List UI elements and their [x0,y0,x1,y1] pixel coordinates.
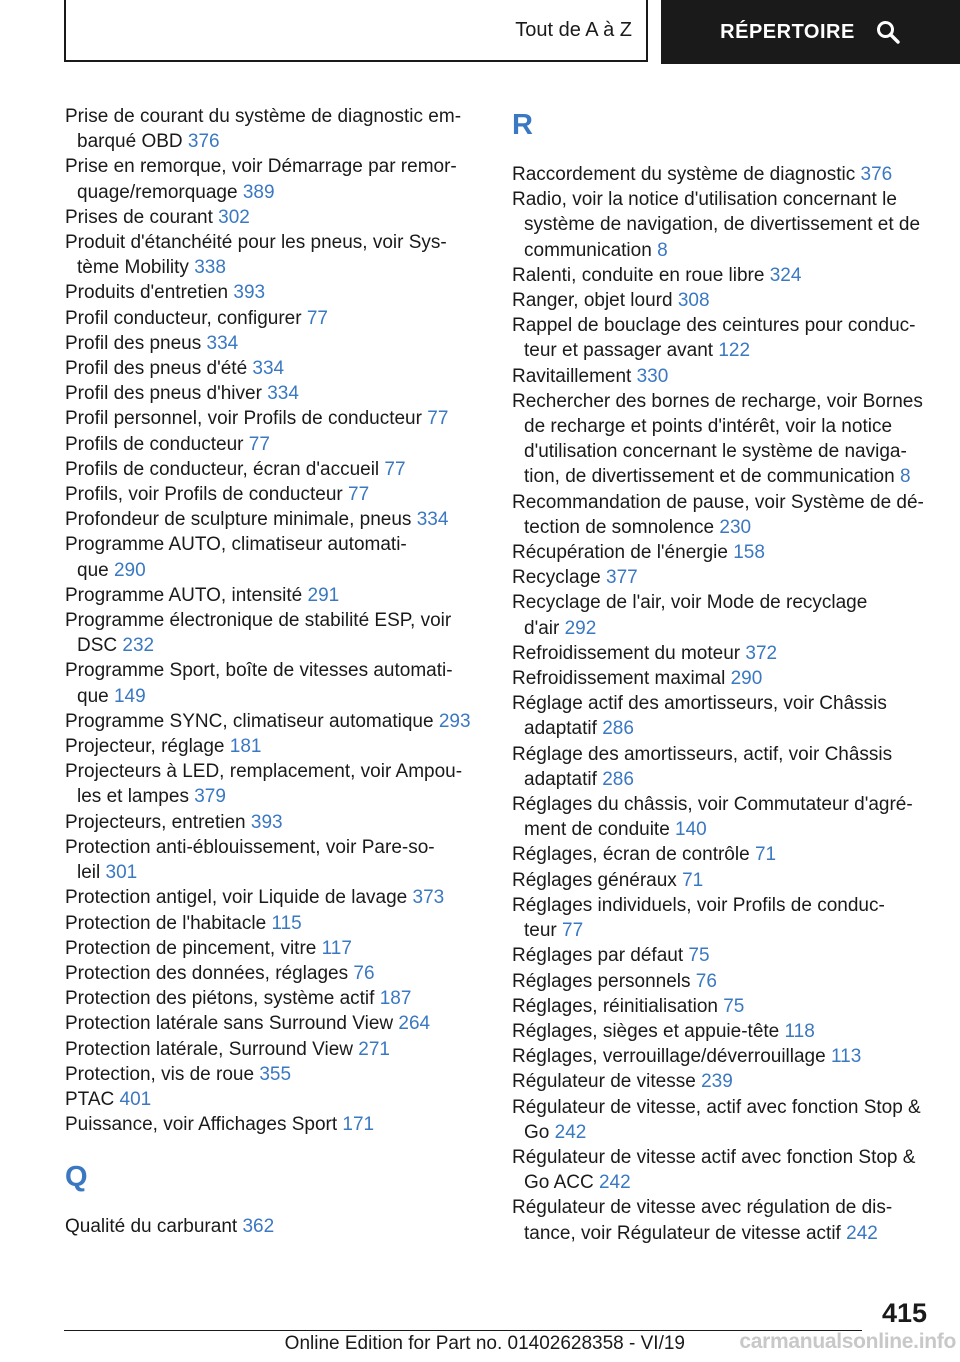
index-entry-text: Ralenti, conduite en roue libre [512,264,765,286]
tab-tout-de-a-a-z-label: Tout de A à Z [515,18,632,41]
index-entry-text: leil [77,862,101,884]
page-link[interactable]: 379 [194,786,226,808]
index-entry-text: Programme électronique de stabilité ESP, voir [65,610,452,632]
index-entry [512,742,932,792]
index-entry-text: Réglages du châssis, voir Commutateur d'agré- [512,794,913,816]
page-link[interactable]: 301 [105,862,138,884]
page-link[interactable]: 181 [229,736,262,758]
index-entry [65,759,475,809]
index-entry [512,792,932,842]
index-entry [65,936,475,961]
page-link[interactable]: 377 [606,567,638,589]
index-entry-text: quage/remorquage [77,181,238,203]
page-link[interactable]: 8 [657,239,668,261]
index-entry-text: Protection latérale sans Surround View [65,1013,394,1035]
index-entry [512,943,932,968]
index-entry-text: Recyclage de l'air, voir Mode de recyclage [512,592,868,614]
index-entry-text: Profils de conducteur [65,433,244,455]
index-entry-text: teur [524,920,557,942]
index-entry [65,911,475,936]
page-link[interactable]: 293 [438,710,471,732]
index-entry [512,969,932,994]
page-link[interactable]: 242 [846,1222,878,1244]
index-entry-text: Projecteurs à LED, remplacement, voir Ampou- [65,761,463,783]
index-entry-text: Raccordement du système de diagnostic [512,164,856,185]
index-entry [512,1195,932,1245]
index-entry-text: Programme Sport, boîte de vitesses automati- [65,660,453,682]
index-entry [65,961,475,986]
index-entry-text: Protection des piétons, système actif [65,988,375,1010]
index-entry [65,608,475,658]
index-entry [65,280,475,305]
index-entry-text: Réglage actif des amortisseurs, voir Châssis [512,693,887,715]
index-entry-text: Profondeur de sculpture minimale, pneus [65,509,412,531]
index-column-right [512,104,932,1246]
page-link[interactable]: 334 [206,332,239,354]
index-entry-text: Réglages, réinitialisation [512,995,718,1017]
page-link[interactable]: 77 [562,920,584,942]
index-entry [65,885,475,910]
page-link[interactable]: 393 [250,811,283,833]
tab-tout-de-a-a-z[interactable] [64,0,648,62]
index-entry-text: Go ACC [524,1172,594,1194]
index-entry-text: tème Mobility [77,257,189,279]
index-entry [65,482,475,507]
index-entry-text: adaptatif [524,768,597,790]
index-entry [65,205,475,230]
page-link[interactable]: 355 [259,1063,292,1085]
page-link[interactable]: 290 [113,559,146,581]
index-entry-text: Projecteurs, entretien [65,811,246,833]
index-entry [512,162,932,187]
index-entry-text: barqué OBD [77,131,183,153]
index-entry [65,658,475,708]
page-link[interactable]: 77 [384,458,406,480]
page-link[interactable]: 230 [719,516,752,538]
page-link[interactable]: 334 [252,358,285,380]
index-entry-text: Prises de courant [65,206,213,228]
index-entry [512,641,932,666]
index-entry-text: Profil conducteur, configurer [65,307,302,329]
index-entry-text: Programme AUTO, intensité [65,584,303,606]
page-link[interactable]: 308 [677,290,710,312]
page-number: 415 [881,1298,927,1328]
page-link[interactable]: 76 [695,970,717,992]
index-entry [512,187,932,263]
index-entry-text: Régulateur de vitesse [512,1071,696,1093]
index-entry [65,1037,475,1062]
index-entry-text: communication [524,239,652,261]
index-entry [512,565,932,590]
index-entry-text: les et lampes [77,786,189,808]
index-entry [65,986,475,1011]
index-entry [65,734,475,759]
index-entry-text: Régulateur de vitesse actif avec fonction Stop & [512,1146,916,1168]
index-entry-text: Refroidissement du moteur [512,642,741,664]
index-entry-text: système de navigation, de divertissement et de [524,214,921,236]
page-link[interactable]: 290 [730,668,763,690]
page-link[interactable]: 76 [353,962,375,984]
index-entry-text: d'utilisation concernant le système de naviga- [524,441,907,463]
page-link[interactable]: 302 [218,206,250,228]
page-link[interactable]: 149 [113,685,146,707]
tab-repertoire[interactable] [661,0,960,64]
watermark: carmanualsonline.info [739,1330,956,1353]
index-entry [65,1011,475,1036]
index-entry [65,1087,475,1112]
index-entry-text: que [77,559,109,581]
index-entry-text: Protection latérale, Surround View [65,1038,353,1060]
index-entry [65,457,475,482]
page-link[interactable]: 389 [242,181,275,203]
index-entry-text: Réglages, sièges et appuie-tête [512,1020,780,1042]
page-link[interactable]: 271 [358,1038,390,1060]
index-entry-text: teur et passager avant [524,340,714,362]
page-link[interactable]: 71 [682,869,704,891]
index-entry-text: Rechercher des bornes de recharge, voir Bornes [512,390,923,412]
page-link[interactable]: 8 [899,466,911,488]
index-entry-text: PTAC [65,1088,115,1110]
index-entry-text: Profil personnel, voir Profils de conducteur [65,408,422,430]
page-link[interactable]: 158 [733,542,765,564]
page-link[interactable]: 77 [348,484,370,506]
page-link[interactable]: 77 [427,408,449,430]
page-link[interactable]: 372 [745,642,778,664]
index-entry [65,381,475,406]
index-entry-text: Produit d'étanchéité pour les pneus, voir Sys- [65,232,447,254]
index-entry-text: Profils, voir Profils de conducteur [65,484,343,506]
index-entry [512,590,932,640]
page-link[interactable]: 117 [321,937,352,959]
index-entry-text: Ravitaillement [512,365,632,387]
index-entry-text: de recharge et points d'intérêt, voir la notice [524,416,893,438]
index-entry [512,540,932,565]
page-link[interactable]: 239 [701,1071,733,1093]
index-entry-text: Radio, voir la notice d'utilisation concernant le [512,189,897,211]
index-entry-text: Réglages, écran de contrôle [512,844,750,866]
index-entry-text: Réglages par défaut [512,945,684,967]
index-entry-text: Programme SYNC, climatiseur automatique [65,710,434,732]
page-link[interactable]: 242 [554,1121,587,1143]
page-link[interactable]: 362 [242,1216,275,1238]
index-entry [65,154,475,204]
index-entry-text: Récupération de l'énergie [512,542,728,564]
index-entry-text: Réglage des amortisseurs, actif, voir Châssis [512,743,893,765]
index-entry-text: Protection, vis de roue [65,1063,255,1085]
index-entry [65,230,475,280]
index-entry-text: d'air [524,617,560,639]
index-entry-text: Profils de conducteur, écran d'accueil [65,458,380,480]
index-entry-text: que [77,685,109,707]
page-link[interactable]: 334 [416,509,449,531]
tab-repertoire-label: RÉPERTOIRE [720,20,855,43]
index-entry-text: DSC [77,635,118,657]
index-entry [512,1145,932,1195]
section-spacer [65,1137,475,1156]
index-entry [512,1095,932,1145]
index-entry-text: Projecteur, réglage [65,736,225,758]
index-entry [512,893,932,943]
index-entry-text: Régulateur de vitesse, actif avec fonction Stop & [512,1096,921,1118]
index-entry [512,288,932,313]
page-link[interactable]: 118 [784,1020,815,1042]
index-entry [65,331,475,356]
edition-text: Online Edition for Part no. 01402628358 - VI/19 [284,1333,685,1354]
index-entry-text: Prise en remorque, voir Démarrage par remor- [65,156,457,178]
page-link[interactable]: 113 [830,1046,862,1068]
page-link[interactable]: 171 [342,1114,375,1136]
page-link[interactable]: 291 [307,584,340,606]
section-letter: Q [65,1161,88,1194]
page-link[interactable]: 77 [248,433,270,455]
page-link[interactable]: 324 [769,264,802,286]
index-entry [65,810,475,835]
index-entry [65,583,475,608]
index-entry [65,406,475,431]
index-entry-text: Protection antigel, voir Liquide de lavage [65,887,408,909]
index-entry [512,263,932,288]
page-link[interactable]: 264 [398,1013,431,1035]
page-link[interactable]: 242 [598,1172,631,1194]
index-entry [512,1069,932,1094]
index-entry [65,356,475,381]
page-link[interactable]: 115 [271,912,302,934]
index-entry-text: Protection des données, réglages [65,962,349,984]
index-entry [512,364,932,389]
index-entry [512,691,932,741]
index-entry-text: Produits d'entretien [65,282,229,304]
index-entry [65,1214,475,1239]
index-entry-text: ment de conduite [524,819,670,841]
index-column-left [65,104,475,1240]
index-entry-text: Profil des pneus d'hiver [65,383,262,405]
index-entry-text: Réglages, verrouillage/déverrouillage [512,1046,826,1068]
index-entry-text: Refroidissement maximal [512,668,726,690]
index-entry-text: Profil des pneus [65,332,202,354]
page-link[interactable]: 334 [267,383,299,405]
index-entry-text: Réglages personnels [512,970,691,992]
index-entry [65,835,475,885]
page-link[interactable]: 75 [688,945,710,967]
index-entry-text: Go [524,1121,550,1143]
index-entry [512,490,932,540]
page-link[interactable]: 292 [564,617,597,639]
index-entry [512,994,932,1019]
page-link[interactable]: 187 [379,988,412,1010]
index-entry [512,868,932,893]
page-link[interactable]: 373 [412,887,445,909]
page-link[interactable]: 401 [119,1088,152,1110]
index-entry [65,507,475,532]
index-entry-text: Qualité du carburant [65,1216,238,1238]
index-entry [512,389,932,490]
index-entry-text: Réglages généraux [512,869,677,891]
index-entry-text: Prise de courant du système de diagnostic em- [65,106,462,127]
page-link[interactable]: 286 [602,718,634,740]
page-link[interactable]: 286 [602,768,634,790]
page-link[interactable]: 77 [306,307,328,329]
index-entry [512,1019,932,1044]
search-icon [875,19,901,45]
index-entry [65,306,475,331]
header [0,0,960,66]
index-entry-text: Programme AUTO, climatiseur automati- [65,534,407,556]
index-entry-text: Ranger, objet lourd [512,290,673,312]
index-entry [512,1044,932,1069]
page-link[interactable]: 338 [194,257,226,279]
page-link[interactable]: 71 [754,844,777,866]
section-letter: R [512,109,533,141]
index-entry-text: Régulateur de vitesse avec régulation de dis- [512,1197,893,1219]
page-link[interactable]: 140 [675,819,707,841]
index-entry [65,1062,475,1087]
index-entry-text: Recyclage [512,567,601,589]
index-entry-text: Réglages individuels, voir Profils de conduc- [512,894,885,916]
index-entry-text: Protection de pincement, vitre [65,937,317,959]
index-entry [512,842,932,867]
page-link[interactable]: 75 [723,995,745,1017]
index-entry [512,666,932,691]
index-entry-text: tion, de divertissement et de communication [524,466,895,488]
index-entry [65,1112,475,1137]
index-entry [65,432,475,457]
index-entry-text: Puissance, voir Affichages Sport [65,1114,338,1136]
index-entry-text: Protection de l'habitacle [65,912,267,934]
page-link[interactable]: 376 [187,131,220,153]
index-entry [512,313,932,363]
index-entry-text: adaptatif [524,718,597,740]
index-entry [65,709,475,734]
index-entry-text: Rappel de bouclage des ceintures pour conduc- [512,315,916,337]
index-entry-text: Recommandation de pause, voir Système de dé- [512,491,924,513]
index-entry-text: Profil des pneus d'été [65,358,248,380]
index-entry-text: tance, voir Régulateur de vitesse actif [524,1222,841,1244]
index-entry-text: tection de somnolence [524,516,715,538]
page-link[interactable]: 330 [636,365,669,387]
index-entry-text: Protection anti-éblouissement, voir Pare-so- [65,836,435,858]
page-link[interactable]: 376 [860,164,893,185]
page-link[interactable]: 122 [718,340,751,362]
index-entry [65,104,475,154]
index-entry [65,532,475,582]
page-link[interactable]: 232 [122,635,155,657]
page-link[interactable]: 393 [233,282,266,304]
